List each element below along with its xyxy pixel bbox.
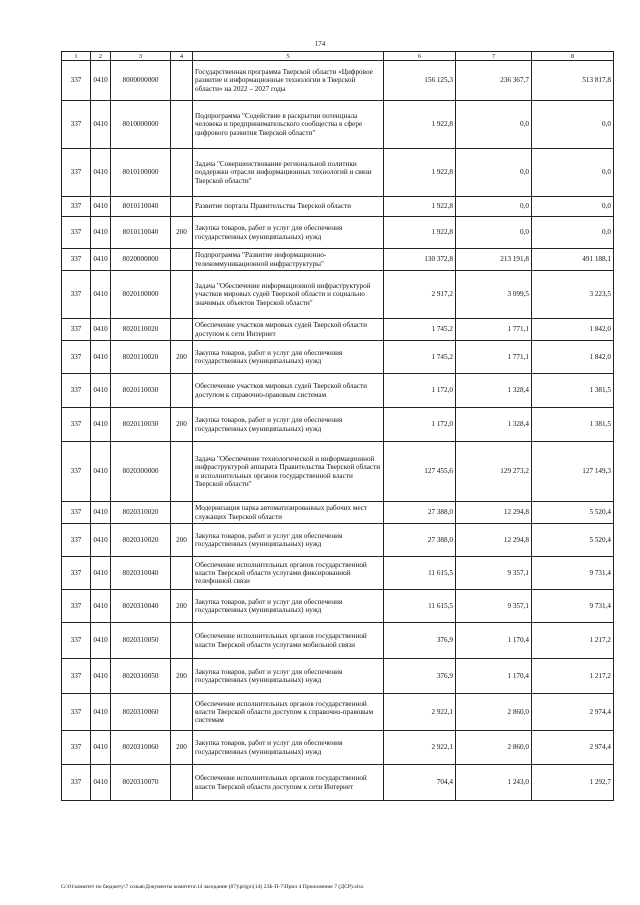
item-name-cell: Закупка товаров, работ и услуг для обеспечения государственных (муниципальных) нужд <box>193 341 384 374</box>
amount-2023-cell: 3 099,5 <box>456 271 532 319</box>
target-article-cell: 8020000000 <box>111 249 171 271</box>
amount-2023-cell: 0,0 <box>456 217 532 249</box>
amount-2024-cell: 9 731,4 <box>532 557 614 590</box>
amount-2022-cell: 1 922,8 <box>384 197 456 217</box>
table-row <box>62 217 614 249</box>
column-header-3: 3 <box>111 52 171 61</box>
amount-2023-cell: 0,0 <box>456 149 532 197</box>
item-name-cell: Задача "Совершенствование региональной политики поддержки отрасли информационных технологий и связи Тверской области" <box>193 149 384 197</box>
ministry-code-cell: 337 <box>62 408 91 442</box>
amount-2022-cell: 1 922,8 <box>384 149 456 197</box>
table-body <box>62 61 614 801</box>
section-code-cell: 0410 <box>91 502 111 524</box>
expense-type-cell <box>171 249 193 271</box>
ministry-code-cell: 337 <box>62 271 91 319</box>
target-article-cell: 8020310040 <box>111 557 171 590</box>
amount-2024-cell: 9 731,4 <box>532 590 614 623</box>
item-name-cell: Закупка товаров, работ и услуг для обеспечения государственных (муниципальных) нужд <box>193 217 384 249</box>
table-row <box>62 271 614 319</box>
section-code-cell: 0410 <box>91 249 111 271</box>
amount-2024-cell: 1 842,0 <box>532 319 614 341</box>
column-header-5: 5 <box>193 52 384 61</box>
ministry-code-cell: 337 <box>62 731 91 765</box>
amount-2022-cell: 1 922,8 <box>384 217 456 249</box>
amount-2024-cell: 0,0 <box>532 197 614 217</box>
target-article-cell: 8020310040 <box>111 590 171 623</box>
expense-type-cell: 200 <box>171 590 193 623</box>
target-article-cell: 8020310050 <box>111 623 171 659</box>
expense-type-cell <box>171 319 193 341</box>
table-header-row <box>62 52 614 61</box>
amount-2022-cell: 2 922,1 <box>384 731 456 765</box>
amount-2023-cell: 9 357,1 <box>456 590 532 623</box>
amount-2023-cell: 129 273,2 <box>456 442 532 502</box>
target-article-cell: 8020110020 <box>111 341 171 374</box>
target-article-cell: 8020310020 <box>111 502 171 524</box>
target-article-cell: 8020110030 <box>111 408 171 442</box>
amount-2022-cell: 2 922,1 <box>384 694 456 731</box>
amount-2022-cell: 11 615,5 <box>384 557 456 590</box>
expense-type-cell: 200 <box>171 217 193 249</box>
item-name-cell: Закупка товаров, работ и услуг для обеспечения государственных (муниципальных) нужд <box>193 659 384 694</box>
table-row <box>62 101 614 149</box>
ministry-code-cell: 337 <box>62 659 91 694</box>
table-row <box>62 442 614 502</box>
amount-2024-cell: 1 292,7 <box>532 765 614 801</box>
target-article-cell: 8020100000 <box>111 271 171 319</box>
table-row <box>62 557 614 590</box>
section-code-cell: 0410 <box>91 765 111 801</box>
target-article-cell: 8020310050 <box>111 659 171 694</box>
ministry-code-cell: 337 <box>62 249 91 271</box>
column-header-8: 8 <box>532 52 614 61</box>
table-row <box>62 502 614 524</box>
ministry-code-cell: 337 <box>62 502 91 524</box>
table-row <box>62 694 614 731</box>
section-code-cell: 0410 <box>91 319 111 341</box>
section-code-cell: 0410 <box>91 217 111 249</box>
amount-2023-cell: 2 860,0 <box>456 694 532 731</box>
item-name-cell: Задача "Обеспечение технологической и информационной инфраструктурой аппарата Правительства Тверской области и исполнительных органов государственной власти Тверской области" <box>193 442 384 502</box>
ministry-code-cell: 337 <box>62 61 91 101</box>
amount-2023-cell: 2 860,0 <box>456 731 532 765</box>
item-name-cell: Модернизация парка автоматизированных рабочих мест служащих Тверской области <box>193 502 384 524</box>
table-row <box>62 61 614 101</box>
amount-2024-cell: 5 520,4 <box>532 524 614 557</box>
amount-2023-cell: 0,0 <box>456 197 532 217</box>
expense-type-cell: 200 <box>171 731 193 765</box>
target-article-cell: 8020310060 <box>111 731 171 765</box>
target-article-cell: 8010100000 <box>111 149 171 197</box>
item-name-cell: Обеспечение участков мировых судей Тверской области доступом к справочно-правовым системам <box>193 374 384 408</box>
section-code-cell: 0410 <box>91 623 111 659</box>
target-article-cell: 8020310020 <box>111 524 171 557</box>
section-code-cell: 0410 <box>91 731 111 765</box>
expense-type-cell <box>171 502 193 524</box>
amount-2024-cell: 1 842,0 <box>532 341 614 374</box>
expense-type-cell: 200 <box>171 341 193 374</box>
section-code-cell: 0410 <box>91 341 111 374</box>
expense-type-cell: 200 <box>171 408 193 442</box>
amount-2022-cell: 27 388,0 <box>384 502 456 524</box>
amount-2023-cell: 213 191,8 <box>456 249 532 271</box>
amount-2022-cell: 1 745,2 <box>384 341 456 374</box>
item-name-cell: Закупка товаров, работ и услуг для обеспечения государственных (муниципальных) нужд <box>193 524 384 557</box>
section-code-cell: 0410 <box>91 61 111 101</box>
table-row <box>62 374 614 408</box>
section-code-cell: 0410 <box>91 694 111 731</box>
ministry-code-cell: 337 <box>62 694 91 731</box>
expense-type-cell <box>171 374 193 408</box>
amount-2023-cell: 1 328,4 <box>456 374 532 408</box>
section-code-cell: 0410 <box>91 149 111 197</box>
section-code-cell: 0410 <box>91 524 111 557</box>
section-code-cell: 0410 <box>91 590 111 623</box>
table-row <box>62 319 614 341</box>
section-code-cell: 0410 <box>91 374 111 408</box>
amount-2024-cell: 2 974,4 <box>532 731 614 765</box>
ministry-code-cell: 337 <box>62 197 91 217</box>
item-name-cell: Развитие портала Правительства Тверской области <box>193 197 384 217</box>
ministry-code-cell: 337 <box>62 442 91 502</box>
target-article-cell: 8020110020 <box>111 319 171 341</box>
section-code-cell: 0410 <box>91 197 111 217</box>
item-name-cell: Подпрограмма "Развитие информационно-телекоммуникационной инфраструктуры" <box>193 249 384 271</box>
expense-type-cell <box>171 197 193 217</box>
target-article-cell: 8010000000 <box>111 101 171 149</box>
table-row <box>62 659 614 694</box>
amount-2023-cell: 1 328,4 <box>456 408 532 442</box>
table-row <box>62 765 614 801</box>
target-article-cell: 8000000000 <box>111 61 171 101</box>
section-code-cell: 0410 <box>91 442 111 502</box>
ministry-code-cell: 337 <box>62 101 91 149</box>
amount-2023-cell: 236 367,7 <box>456 61 532 101</box>
amount-2023-cell: 1 170,4 <box>456 623 532 659</box>
expense-type-cell <box>171 557 193 590</box>
target-article-cell: 8020310070 <box>111 765 171 801</box>
expense-type-cell <box>171 442 193 502</box>
expense-type-cell <box>171 623 193 659</box>
item-name-cell: Закупка товаров, работ и услуг для обеспечения государственных (муниципальных) нужд <box>193 731 384 765</box>
section-code-cell: 0410 <box>91 101 111 149</box>
target-article-cell: 8010110040 <box>111 197 171 217</box>
amount-2023-cell: 12 294,8 <box>456 502 532 524</box>
item-name-cell: Обеспечение исполнительных органов государственной власти Тверской области доступом к справочно-правовым системам <box>193 694 384 731</box>
item-name-cell: Подпрограмма "Содействие в раскрытии потенциала человека и предпринимательского сообщества в сфере цифрового развития Тверской области" <box>193 101 384 149</box>
amount-2023-cell: 1 771,1 <box>456 341 532 374</box>
amount-2024-cell: 5 520,4 <box>532 502 614 524</box>
table-row <box>62 524 614 557</box>
column-header-1: 1 <box>62 52 91 61</box>
amount-2022-cell: 376,9 <box>384 659 456 694</box>
amount-2022-cell: 11 615,5 <box>384 590 456 623</box>
amount-2022-cell: 27 388,0 <box>384 524 456 557</box>
item-name-cell: Закупка товаров, работ и услуг для обеспечения государственных (муниципальных) нужд <box>193 590 384 623</box>
item-name-cell: Закупка товаров, работ и услуг для обеспечения государственных (муниципальных) нужд <box>193 408 384 442</box>
amount-2024-cell: 1 217,2 <box>532 623 614 659</box>
item-name-cell: Обеспечение исполнительных органов государственной власти Тверской области доступом к сети Интернет <box>193 765 384 801</box>
target-article-cell: 8010110040 <box>111 217 171 249</box>
target-article-cell: 8020110030 <box>111 374 171 408</box>
amount-2024-cell: 0,0 <box>532 149 614 197</box>
table-row <box>62 149 614 197</box>
amount-2023-cell: 0,0 <box>456 101 532 149</box>
amount-2024-cell: 0,0 <box>532 217 614 249</box>
table-row <box>62 623 614 659</box>
section-code-cell: 0410 <box>91 659 111 694</box>
amount-2023-cell: 1 243,0 <box>456 765 532 801</box>
amount-2024-cell: 1 381,5 <box>532 374 614 408</box>
page-number: 174 <box>314 40 326 48</box>
expense-type-cell: 200 <box>171 524 193 557</box>
amount-2022-cell: 1 172,0 <box>384 408 456 442</box>
amount-2022-cell: 1 922,8 <box>384 101 456 149</box>
amount-2024-cell: 3 223,5 <box>532 271 614 319</box>
section-code-cell: 0410 <box>91 271 111 319</box>
item-name-cell: Обеспечение исполнительных органов государственной власти Тверской области услугами мобильной связи <box>193 623 384 659</box>
table-row <box>62 197 614 217</box>
amount-2023-cell: 9 357,1 <box>456 557 532 590</box>
amount-2023-cell: 1 771,1 <box>456 319 532 341</box>
ministry-code-cell: 337 <box>62 374 91 408</box>
amount-2023-cell: 12 294,8 <box>456 524 532 557</box>
column-header-2: 2 <box>91 52 111 61</box>
table-row <box>62 249 614 271</box>
target-article-cell: 8020310060 <box>111 694 171 731</box>
ministry-code-cell: 337 <box>62 623 91 659</box>
expense-type-cell <box>171 271 193 319</box>
amount-2022-cell: 704,4 <box>384 765 456 801</box>
amount-2022-cell: 376,9 <box>384 623 456 659</box>
footer-file-path: G:\01\комитет по бюджету\7 созыв\Документы комитета\14 заседание (07)\prigo\(14) 23Б-П-7\Прил 4 Приложение 7 (ДСР).xlsx <box>61 884 364 890</box>
ministry-code-cell: 337 <box>62 217 91 249</box>
amount-2024-cell: 127 149,3 <box>532 442 614 502</box>
table-row <box>62 731 614 765</box>
budget-table <box>61 51 614 801</box>
amount-2022-cell: 156 125,3 <box>384 61 456 101</box>
ministry-code-cell: 337 <box>62 319 91 341</box>
column-header-6: 6 <box>384 52 456 61</box>
amount-2024-cell: 491 188,1 <box>532 249 614 271</box>
item-name-cell: Задача "Обеспечение информационной инфраструктурой участков мировых судей Тверской области и социально значимых объектов Тверской области" <box>193 271 384 319</box>
ministry-code-cell: 337 <box>62 557 91 590</box>
ministry-code-cell: 337 <box>62 765 91 801</box>
expense-type-cell: 200 <box>171 659 193 694</box>
table-row <box>62 341 614 374</box>
table-row <box>62 590 614 623</box>
amount-2024-cell: 1 217,2 <box>532 659 614 694</box>
expense-type-cell <box>171 765 193 801</box>
ministry-code-cell: 337 <box>62 341 91 374</box>
column-header-4: 4 <box>171 52 193 61</box>
amount-2024-cell: 513 817,8 <box>532 61 614 101</box>
amount-2022-cell: 2 917,2 <box>384 271 456 319</box>
item-name-cell: Обеспечение участков мировых судей Тверской области доступом к сети Интернет <box>193 319 384 341</box>
amount-2022-cell: 127 455,6 <box>384 442 456 502</box>
expense-type-cell <box>171 694 193 731</box>
ministry-code-cell: 337 <box>62 149 91 197</box>
amount-2022-cell: 1 172,0 <box>384 374 456 408</box>
expense-type-cell <box>171 101 193 149</box>
amount-2022-cell: 1 745,2 <box>384 319 456 341</box>
section-code-cell: 0410 <box>91 408 111 442</box>
amount-2023-cell: 1 170,4 <box>456 659 532 694</box>
amount-2024-cell: 1 381,5 <box>532 408 614 442</box>
ministry-code-cell: 337 <box>62 524 91 557</box>
section-code-cell: 0410 <box>91 557 111 590</box>
expense-type-cell <box>171 149 193 197</box>
column-header-7: 7 <box>456 52 532 61</box>
item-name-cell: Государственная программа Тверской области «Цифровое развитие и информационные технологии в Тверской области» на 2022 – 2027 годы <box>193 61 384 101</box>
expense-type-cell <box>171 61 193 101</box>
table-row <box>62 408 614 442</box>
amount-2024-cell: 2 974,4 <box>532 694 614 731</box>
ministry-code-cell: 337 <box>62 590 91 623</box>
amount-2022-cell: 130 372,8 <box>384 249 456 271</box>
item-name-cell: Обеспечение исполнительных органов государственной власти Тверской области услугами фиксированной телефонной связи <box>193 557 384 590</box>
target-article-cell: 8020300000 <box>111 442 171 502</box>
amount-2024-cell: 0,0 <box>532 101 614 149</box>
